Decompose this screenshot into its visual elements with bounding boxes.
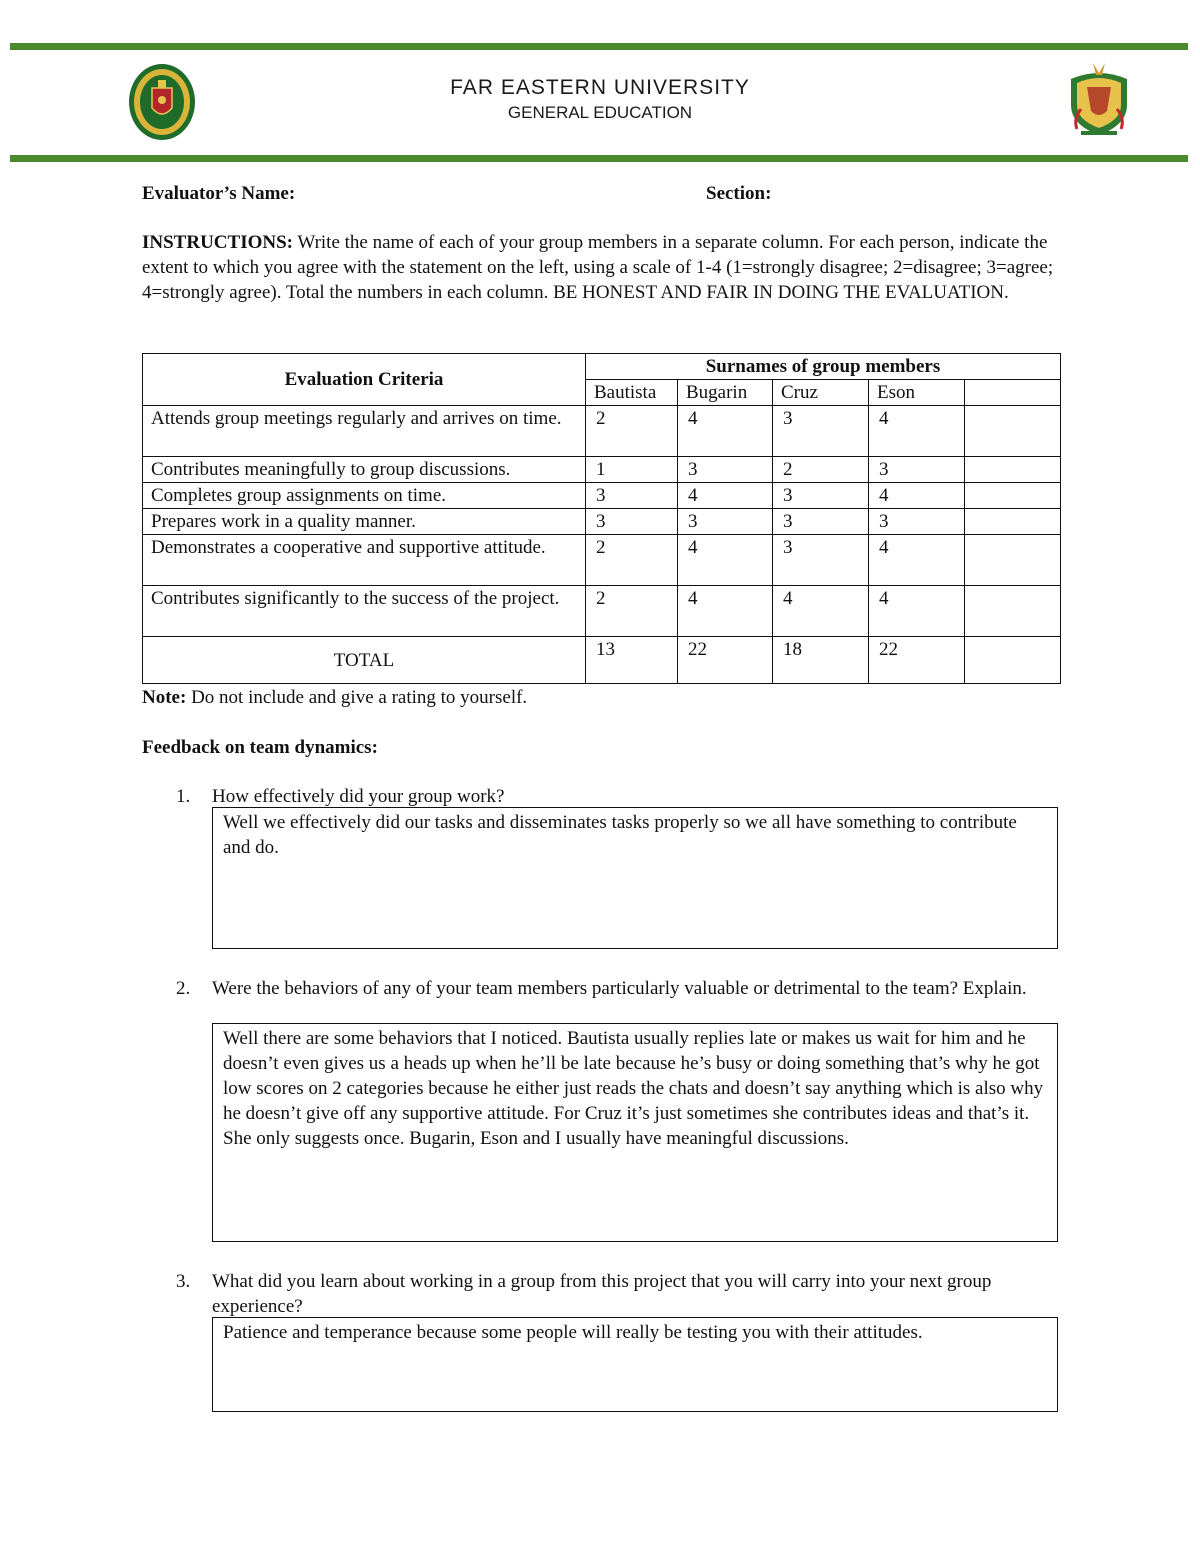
- members-header: Surnames of group members: [586, 354, 1061, 380]
- score-cell: [965, 586, 1061, 637]
- section-label: Section:: [706, 183, 772, 204]
- score-cell: 3: [773, 483, 869, 509]
- criterion-cell: Demonstrates a cooperative and supportive attitude.: [143, 535, 586, 586]
- total-cell: 13: [586, 637, 678, 684]
- table-row: [143, 509, 1061, 535]
- evaluation-table: [142, 353, 1061, 684]
- score-cell: 4: [869, 535, 965, 586]
- score-cell: 2: [586, 586, 678, 637]
- answer-box-3: Patience and temperance because some people will really be testing you with their attitudes.: [212, 1317, 1058, 1412]
- score-cell: 4: [678, 406, 773, 457]
- member-name-3: Cruz: [773, 380, 869, 406]
- score-cell: [965, 406, 1061, 457]
- criterion-cell: Prepares work in a quality manner.: [143, 509, 586, 535]
- score-cell: 3: [586, 509, 678, 535]
- score-cell: 4: [869, 586, 965, 637]
- question-1: [176, 784, 1046, 809]
- score-cell: 1: [586, 457, 678, 483]
- total-cell: 18: [773, 637, 869, 684]
- total-cell: 22: [678, 637, 773, 684]
- score-cell: 3: [773, 406, 869, 457]
- question-text: What did you learn about working in a group from this project that you will carry into your next group experience?: [212, 1271, 992, 1317]
- question-text: How effectively did your group work?: [212, 786, 505, 807]
- score-cell: 4: [869, 483, 965, 509]
- question-2: [176, 976, 1036, 1001]
- score-cell: 3: [773, 509, 869, 535]
- table-row: [143, 586, 1061, 637]
- score-cell: 4: [773, 586, 869, 637]
- table-row: [143, 483, 1061, 509]
- score-cell: [965, 509, 1061, 535]
- instructions-label: INSTRUCTIONS:: [142, 232, 293, 253]
- header-bottom-rule: [10, 155, 1188, 162]
- question-text: Were the behaviors of any of your team members particularly valuable or detrimental to the team? Explain.: [212, 978, 1027, 999]
- member-name-2: Bugarin: [678, 380, 773, 406]
- criterion-cell: Attends group meetings regularly and arrives on time.: [143, 406, 586, 457]
- score-cell: 3: [678, 509, 773, 535]
- department-name: GENERAL EDUCATION: [507, 103, 693, 122]
- member-name-4: Eson: [869, 380, 965, 406]
- table-row: [143, 457, 1061, 483]
- score-cell: 4: [869, 406, 965, 457]
- criteria-header: Evaluation Criteria: [143, 354, 586, 406]
- score-cell: 4: [678, 586, 773, 637]
- member-name-5: [965, 380, 1061, 406]
- score-cell: [965, 483, 1061, 509]
- score-cell: 4: [678, 483, 773, 509]
- header-top-rule: [10, 43, 1188, 50]
- answer-box-2: Well there are some behaviors that I noticed. Bautista usually replies late or makes us wait for him and he doesn’t even gives us a heads up when he’ll be late because he’s busy or doing something that’s why he got low scores on 2 categories because he either just reads the chats and doesn’t say anything which is also why he doesn’t give off any supportive attitude. For Cruz it’s just sometimes she contributes ideas and that’s it. She only suggests once. Bugarin, Eson and I usually have meaningful discussions.: [212, 1023, 1058, 1242]
- question-number: 2.: [176, 978, 191, 999]
- table-row: [143, 406, 1061, 457]
- criterion-cell: Contributes meaningfully to group discussions.: [143, 457, 586, 483]
- question-number: 1.: [176, 786, 191, 807]
- instructions-text: Write the name of each of your group members in a separate column. For each person, indicate the extent to which you agree with the statement on the left, using a scale of 1-4 (1=strongly disagree; 2=disagree; 3=agree; 4=strongly agree). Total the numbers in each column. BE HONEST AND FAIR IN DOING THE EVALUATION.: [142, 232, 1054, 303]
- question-number: 3.: [176, 1271, 191, 1292]
- score-cell: 2: [586, 535, 678, 586]
- total-cell: [965, 637, 1061, 684]
- note-label: Note:: [142, 687, 187, 708]
- instructions: [142, 230, 1062, 305]
- total-label: TOTAL: [143, 637, 586, 684]
- member-name-1: Bautista: [586, 380, 678, 406]
- score-cell: [965, 457, 1061, 483]
- question-3: [176, 1269, 1056, 1319]
- score-cell: 2: [586, 406, 678, 457]
- feedback-heading: Feedback on team dynamics:: [142, 737, 378, 758]
- score-cell: 3: [586, 483, 678, 509]
- score-cell: 4: [678, 535, 773, 586]
- criterion-cell: Completes group assignments on time.: [143, 483, 586, 509]
- score-cell: 3: [869, 457, 965, 483]
- score-cell: 3: [869, 509, 965, 535]
- score-cell: 2: [773, 457, 869, 483]
- score-cell: 3: [773, 535, 869, 586]
- total-row: [143, 637, 1061, 684]
- university-seal-logo: [127, 62, 197, 142]
- total-cell: 22: [869, 637, 965, 684]
- university-name: FAR EASTERN UNIVERSITY: [450, 76, 750, 99]
- criterion-cell: Contributes significantly to the success of the project.: [143, 586, 586, 637]
- note: [142, 685, 527, 710]
- note-text: Do not include and give a rating to yourself.: [186, 687, 528, 708]
- table-row: [143, 535, 1061, 586]
- answer-box-1: Well we effectively did our tasks and disseminates tasks properly so we all have something to contribute and do.: [212, 807, 1058, 949]
- score-cell: 3: [678, 457, 773, 483]
- score-cell: [965, 535, 1061, 586]
- evaluator-name-label: Evaluator’s Name:: [142, 183, 296, 204]
